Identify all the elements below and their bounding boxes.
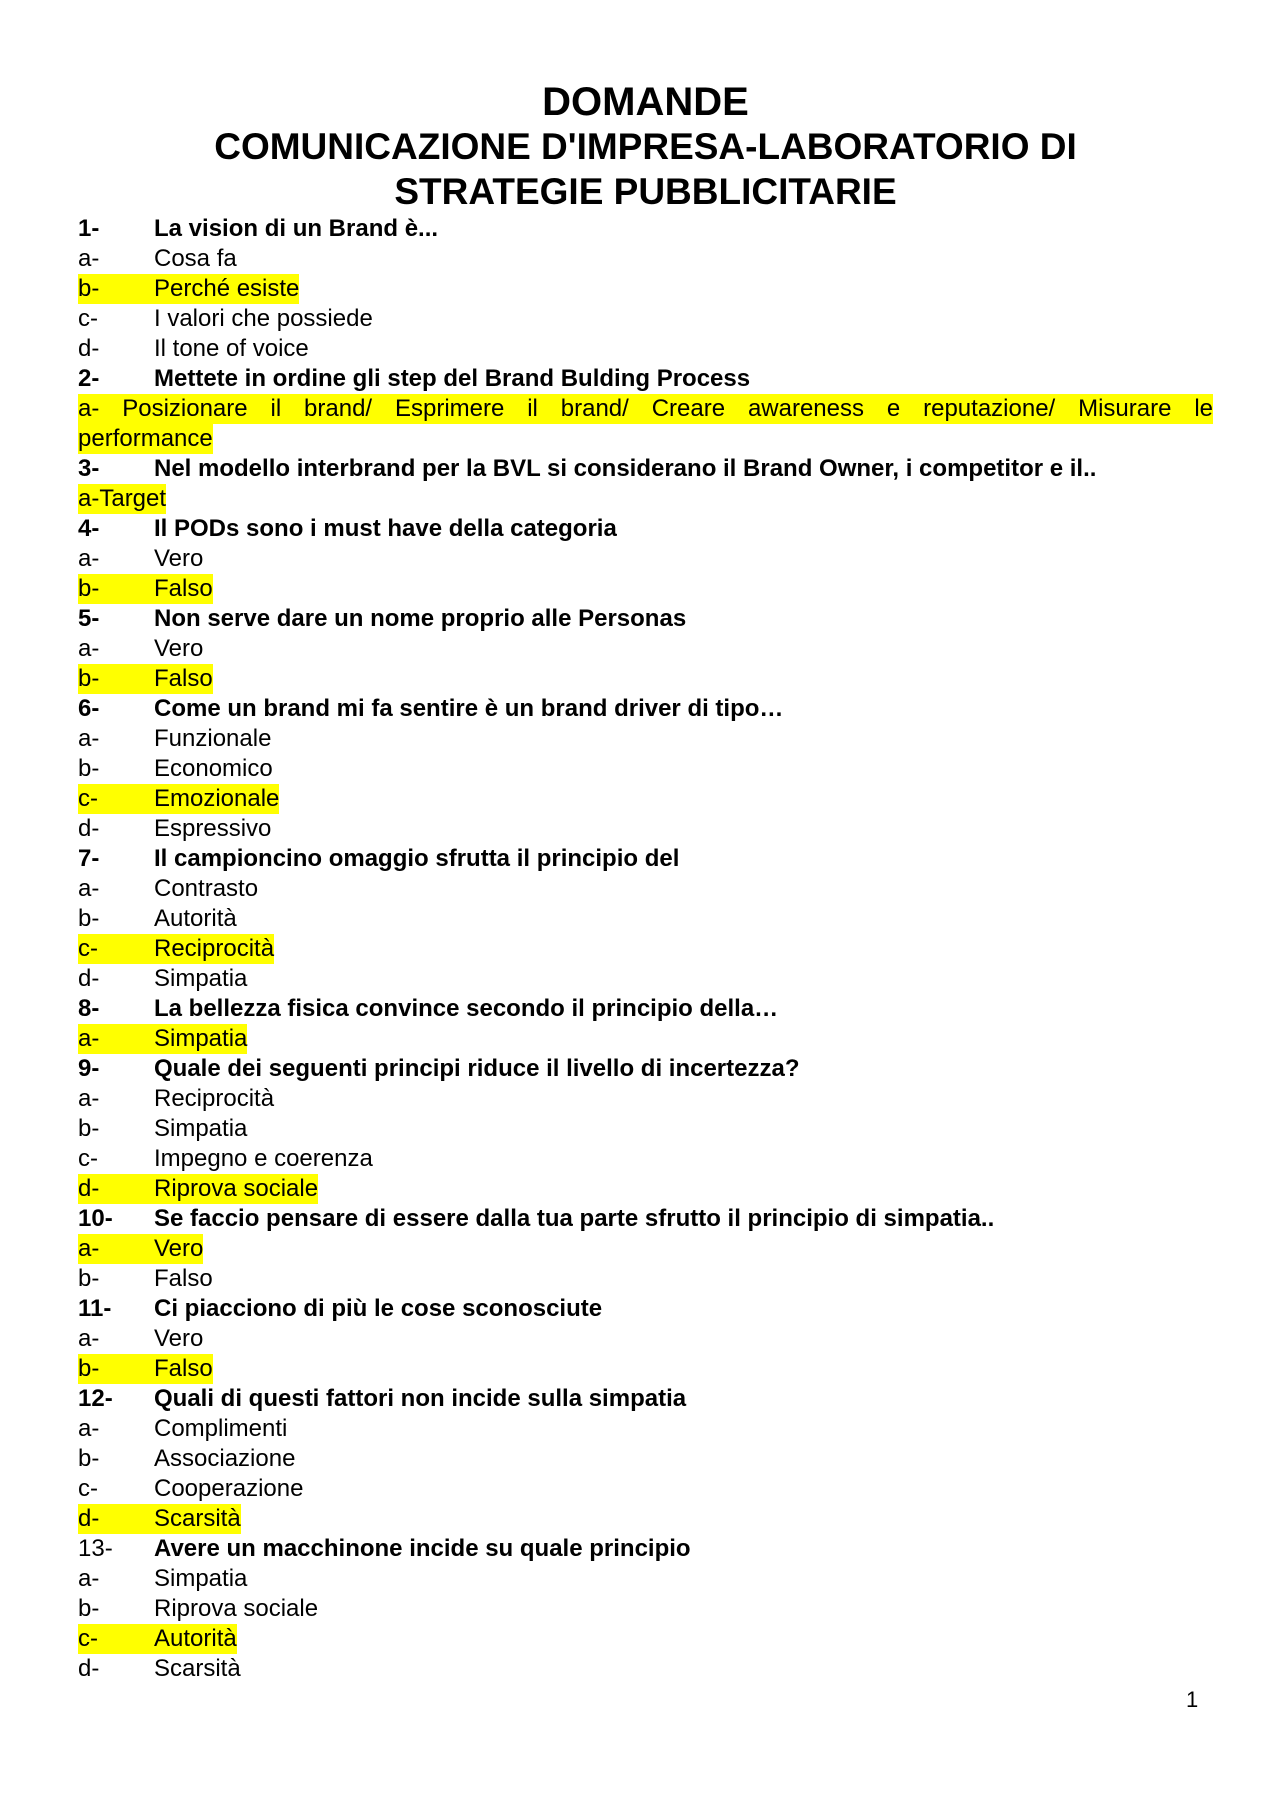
answer-text: Falso: [154, 1355, 213, 1382]
answer-letter: a-: [78, 875, 100, 902]
question-text: Come un brand mi fa sentire è un brand driver di tipo…: [154, 695, 784, 722]
question-text: La vision di un Brand è...: [154, 215, 439, 242]
answer-option: [78, 1594, 1213, 1624]
question-row: [78, 694, 1213, 724]
question-row: [78, 1294, 1213, 1324]
answer-text: Perché esiste: [154, 275, 300, 302]
question-text: Ci piacciono di più le cose sconosciute: [154, 1295, 603, 1322]
answer-word: a-: [78, 395, 100, 422]
answer-text: Associazione: [154, 1445, 296, 1472]
question-row: [78, 454, 1213, 484]
question-text: Se faccio pensare di essere dalla tua parte sfrutto il principio di simpatia..: [154, 1205, 995, 1232]
question-row: [78, 1384, 1213, 1414]
answer-text: Autorità: [154, 905, 237, 932]
answer-letter: b-: [78, 274, 154, 304]
answer-text: Il tone of voice: [154, 335, 309, 362]
page-subtitle-line1: COMUNICAZIONE D'IMPRESA-LABORATORIO DI: [214, 126, 1077, 167]
question-number: 6-: [78, 695, 100, 722]
answer-letter: c-: [78, 1145, 98, 1172]
answer-option-correct: [78, 1174, 1213, 1204]
question-text: La bellezza fisica convince secondo il principio della…: [154, 995, 779, 1022]
answer-option: [78, 904, 1213, 934]
answer-text: Falso: [154, 665, 213, 692]
answer-text: Simpatia: [154, 1025, 248, 1052]
answer-option: [78, 1144, 1213, 1174]
answer-letter: a-: [78, 545, 100, 572]
question-text: Il campioncino omaggio sfrutta il principio del: [154, 845, 680, 872]
question-row: [78, 1534, 1213, 1564]
question-text: Nel modello interbrand per la BVL si considerano il Brand Owner, i competitor e il..: [154, 455, 1097, 482]
answer-option-correct: [78, 574, 1213, 604]
answer-option: [78, 544, 1213, 574]
answer-letter: b-: [78, 1354, 154, 1384]
answer-text: Complimenti: [154, 1415, 288, 1442]
answer-text: Espressivo: [154, 815, 272, 842]
question-number: 2-: [78, 365, 100, 392]
answer-option: [78, 334, 1213, 364]
answer-letter: d-: [78, 965, 100, 992]
answer-text: Riprova sociale: [154, 1595, 319, 1622]
answer-letter: d-: [78, 1504, 154, 1534]
question-number: 4-: [78, 515, 100, 542]
answer-option: [78, 1084, 1213, 1114]
page-title: DOMANDE: [542, 80, 749, 124]
answer-letter: c-: [78, 784, 154, 814]
answer-word: e: [886, 395, 901, 422]
answer-word: Posizionare: [122, 395, 248, 422]
answer-text: Simpatia: [154, 1115, 248, 1142]
answer-text: Impegno e coerenza: [154, 1145, 373, 1172]
question-text: Quali di questi fattori non incide sulla simpatia: [154, 1385, 687, 1412]
answer-option-correct: [78, 1234, 1213, 1264]
answer-word: brand/: [560, 395, 629, 422]
answer-letter: a-: [78, 725, 100, 752]
answer-option: [78, 634, 1213, 664]
answer-text: Emozionale: [154, 785, 280, 812]
answer-text: Vero: [154, 635, 204, 662]
answer-text: I valori che possiede: [154, 305, 373, 332]
question-row: [78, 994, 1213, 1024]
answer-text: Scarsità: [154, 1505, 241, 1532]
answer-option-correct: [78, 664, 1213, 694]
answer-text: Falso: [154, 1265, 213, 1292]
answer-option: [78, 1414, 1213, 1444]
question-number: 7-: [78, 845, 100, 872]
answer-text: Reciprocità: [154, 1085, 275, 1112]
answer-word: reputazione/: [923, 395, 1056, 422]
answer-text: Vero: [154, 545, 204, 572]
question-text: Avere un macchinone incide su quale principio: [154, 1535, 691, 1562]
answer-letter: d-: [78, 1174, 154, 1204]
question-number: 10-: [78, 1205, 113, 1232]
answer-letter: a-: [78, 1565, 100, 1592]
answer-text: Simpatia: [154, 965, 248, 992]
answer-option: [78, 964, 1213, 994]
answer-word: Creare: [651, 395, 726, 422]
question-number: 5-: [78, 605, 100, 632]
question-text: Il PODs sono i must have della categoria: [154, 515, 617, 542]
answer-text: Falso: [154, 575, 213, 602]
answer-letter: c-: [78, 1624, 154, 1654]
answer-letter: d-: [78, 815, 100, 842]
answer-letter: b-: [78, 664, 154, 694]
answer-text: Economico: [154, 755, 273, 782]
question-number: 1-: [78, 215, 100, 242]
answer-option-correct: [78, 1354, 1213, 1384]
answer-option: [78, 304, 1213, 334]
answer-option: [78, 1654, 1213, 1684]
question-number: 11-: [78, 1295, 112, 1322]
answer-option: [78, 754, 1213, 784]
answer-word: Esprimere: [394, 395, 505, 422]
answer-text: Vero: [154, 1325, 204, 1352]
question-number: 9-: [78, 1055, 100, 1082]
answer-letter: a-: [78, 245, 100, 272]
answer-text: Cosa fa: [154, 245, 237, 272]
answer-letter: a-: [78, 1234, 154, 1264]
question-row: [78, 514, 1213, 544]
answer-option: [78, 244, 1213, 274]
answer-text: Vero: [154, 1235, 204, 1262]
answer-option: [78, 1324, 1213, 1354]
answer-option-correct: [78, 784, 1213, 814]
question-row: [78, 604, 1213, 634]
answer-word: il: [527, 395, 538, 422]
answer-letter: b-: [78, 905, 100, 932]
question-number: 12-: [78, 1385, 113, 1412]
answer-letter: b-: [78, 1445, 100, 1472]
answer-word: le: [1194, 395, 1213, 422]
answer-letter: c-: [78, 1475, 98, 1502]
answer-option: [78, 1444, 1213, 1474]
answer-option-correct: [78, 1624, 1213, 1654]
answer-text: Autorità: [154, 1625, 237, 1652]
answer-letter: b-: [78, 1265, 100, 1292]
answer-text: Cooperazione: [154, 1475, 304, 1502]
question-row: [78, 1204, 1213, 1234]
answer-option-correct: [78, 934, 1213, 964]
question-row: [78, 1054, 1213, 1084]
question-text: Non serve dare un nome proprio alle Personas: [154, 605, 687, 632]
question-number: 8-: [78, 995, 100, 1022]
answer-option-correct: [78, 274, 1213, 304]
answer-text: Riprova sociale: [154, 1175, 319, 1202]
question-number: 3-: [78, 455, 100, 482]
answer-letter: b-: [78, 1115, 100, 1142]
answer-letter: b-: [78, 574, 154, 604]
question-text: Mettete in ordine gli step del Brand Bulding Process: [154, 365, 751, 392]
answer-option-correct: [78, 1504, 1213, 1534]
answer-option-correct: a-Target: [78, 485, 167, 512]
answer-letter: d-: [78, 335, 100, 362]
question-list: [78, 214, 1213, 1684]
question-number: 13-: [78, 1535, 113, 1562]
answer-option-correct: [78, 1024, 1213, 1054]
page-number: 1: [1186, 1687, 1199, 1712]
answer-letter: a-: [78, 1024, 154, 1054]
answer-letter: b-: [78, 755, 100, 782]
answer-option: [78, 1564, 1213, 1594]
answer-letter: c-: [78, 934, 154, 964]
answer-letter: a-: [78, 1325, 100, 1352]
answer-letter: a-: [78, 635, 100, 662]
question-text: Quale dei seguenti principi riduce il livello di incertezza?: [154, 1055, 800, 1082]
answer-word: brand/: [304, 395, 373, 422]
answer-text: Simpatia: [154, 1565, 248, 1592]
answer-option: [78, 724, 1213, 754]
question-row: [78, 214, 1213, 244]
answer-word: awareness: [747, 395, 864, 422]
answer-word: il: [270, 395, 282, 422]
answer-letter: a-: [78, 1415, 100, 1442]
answer-text: Scarsità: [154, 1655, 241, 1682]
answer-text-line1: [78, 394, 1213, 424]
answer-text: Reciprocità: [154, 935, 275, 962]
answer-option: [78, 1114, 1213, 1144]
question-row: [78, 844, 1213, 874]
answer-text: Funzionale: [154, 725, 272, 752]
answer-text: Contrasto: [154, 875, 259, 902]
answer-letter: d-: [78, 1655, 100, 1682]
answer-letter: a-: [78, 1085, 100, 1112]
answer-option: [78, 1474, 1213, 1504]
answer-option: [78, 814, 1213, 844]
answer-letter: b-: [78, 1595, 100, 1622]
answer-option: [78, 874, 1213, 904]
answer-option: [78, 1264, 1213, 1294]
answer-letter: c-: [78, 305, 98, 332]
answer-text-line2: performance: [78, 425, 213, 452]
page-subtitle-line2: STRATEGIE PUBBLICITARIE: [394, 171, 897, 212]
question-row: [78, 364, 1213, 394]
document-page: [78, 80, 1213, 1684]
answer-option-correct: [78, 394, 1213, 454]
answer-word: Misurare: [1078, 395, 1172, 422]
